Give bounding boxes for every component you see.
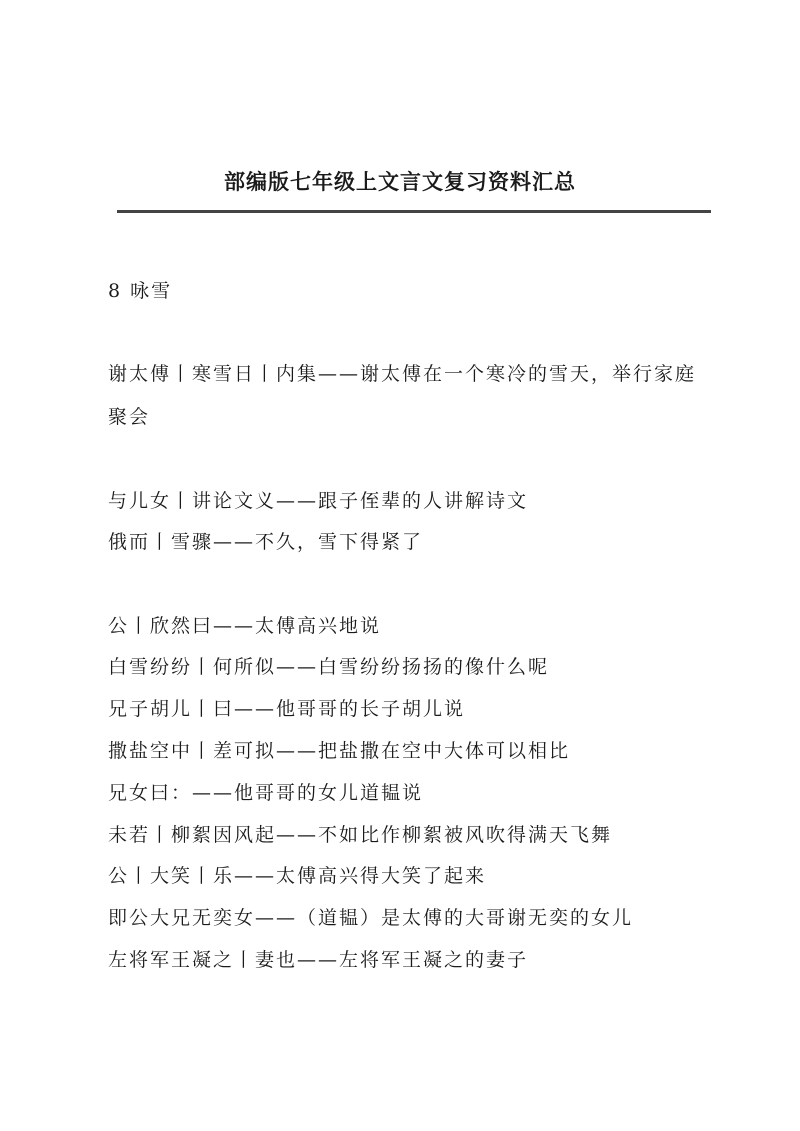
- text-line: 俄而丨雪骤——不久，雪下得紧了: [108, 531, 424, 553]
- document-title: 部编版七年级上文言文复习资料汇总: [224, 169, 576, 194]
- text-line: 未若丨柳絮因风起——不如比作柳絮被风吹得满天飞舞: [108, 824, 613, 846]
- text-line: 与儿女丨讲论文义——跟子侄辈的人讲解诗文: [108, 490, 529, 512]
- section-heading: 8 咏雪: [108, 280, 173, 302]
- text-line: 谢太傅丨寒雪日丨内集——谢太傅在一个寒冷的雪天，举行家庭: [108, 363, 697, 385]
- text-line: 兄女曰：——他哥哥的女儿道韫说: [108, 782, 424, 804]
- text-line: 撒盐空中丨差可拟——把盐撒在空中大体可以相比: [108, 740, 571, 762]
- text-line: 白雪纷纷丨何所似——白雪纷纷扬扬的像什么呢: [108, 656, 550, 678]
- title-divider: [117, 210, 711, 213]
- text-line: 公丨大笑丨乐——太傅高兴得大笑了起来: [108, 865, 487, 887]
- text-line: 公丨欣然曰——太傅高兴地说: [108, 615, 382, 637]
- text-line: 兄子胡儿丨曰——他哥哥的长子胡儿说: [108, 698, 466, 720]
- text-line: 聚会: [108, 406, 151, 428]
- text-line: 即公大兄无奕女——（道韫）是太傅的大哥谢无奕的女儿: [108, 907, 634, 929]
- text-line: 左将军王凝之丨妻也——左将军王凝之的妻子: [108, 949, 529, 971]
